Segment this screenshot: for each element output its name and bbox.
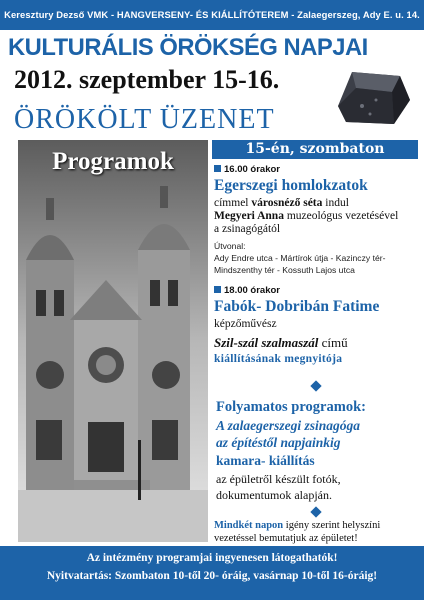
event1-line2-post: muzeológus vezetésével (283, 210, 399, 222)
programs-title: Programok (52, 148, 174, 175)
continuous-line1: A zalaegerszegi zsinagóga (216, 418, 361, 433)
both-days-line1 (214, 520, 380, 531)
event2-work-post: című (318, 335, 348, 350)
event1-guide-name: Megyeri Anna (214, 210, 284, 222)
event2-title: Fabók- Dobribán Fatime (214, 298, 380, 315)
stone-image (332, 66, 414, 128)
bullet-square-icon (214, 286, 221, 293)
both-days-line1-post: igény szerint helyszíni (283, 520, 381, 531)
event-date: 2012. szeptember 15-16. (14, 65, 280, 94)
event2-subtitle: képzőművész (214, 318, 277, 330)
route-line2: Mindszenthy tér - Kossuth Lajos utca (214, 265, 355, 275)
continuous-line3: kamara- kiállítás (216, 453, 315, 468)
event1-time-label: 16.00 órakor (224, 164, 280, 175)
continuous-line4: az épületről készült fotók, (216, 472, 341, 486)
continuous-heading: Folyamatos programok: (216, 399, 366, 415)
event2-work-title: Szil-szál szalmaszál (214, 335, 319, 350)
route-line1: Ady Endre utca - Mártírok útja - Kazinczy tér- (214, 253, 386, 263)
synagogue-illustration (18, 140, 208, 542)
event1-line1 (214, 197, 349, 209)
route-label: Útvonal: (214, 241, 246, 251)
event2-time-label: 18.00 órakor (224, 285, 280, 296)
event2-opening: kiállításának megnyitója (214, 353, 343, 365)
event1-time (214, 164, 280, 175)
event1-line2 (214, 210, 398, 222)
continuous-line5: dokumentumok alapján. (216, 488, 332, 502)
both-days-line2: vezetéssel bemutatjuk az épületet! (214, 533, 358, 544)
day-banner: 15-én, szombaton (212, 140, 418, 159)
page-title: KULTURÁLIS ÖRÖKSÉG NAPJAI (8, 34, 368, 61)
event2-work (214, 335, 348, 351)
event1-title: Egerszegi homlokzatok (214, 177, 368, 194)
diamond-divider-icon (310, 506, 321, 517)
event2-time (214, 285, 280, 296)
event1-line1-pre: címmel (214, 197, 252, 209)
footer-line1: Az intézmény programjai ingyenesen látogathatók! (86, 552, 338, 564)
both-days-bold: Mindkét napon (214, 520, 284, 531)
event1-line1-bold: városnéző séta (251, 197, 323, 209)
synagogue-photo (18, 140, 208, 542)
bullet-square-icon (214, 165, 221, 172)
event1-line3: a zsinagógától (214, 223, 281, 235)
event1-line1-post: indul (322, 197, 349, 209)
header-banner: Keresztury Dezső VMK - HANGVERSENY- ÉS KIÁLLÍTÓTEREM - Zalaegerszeg, Ady E. u. 14. (0, 0, 424, 30)
continuous-line2: az építéstől napjainkig (216, 435, 341, 450)
diamond-divider-icon (310, 380, 321, 391)
event-subtitle: ÖRÖKÖLT ÜZENET (14, 104, 275, 135)
footer-line2: Nyitvatartás: Szombaton 10-től 20- óráig, vasárnap 10-től 16-óráig! (46, 570, 378, 582)
